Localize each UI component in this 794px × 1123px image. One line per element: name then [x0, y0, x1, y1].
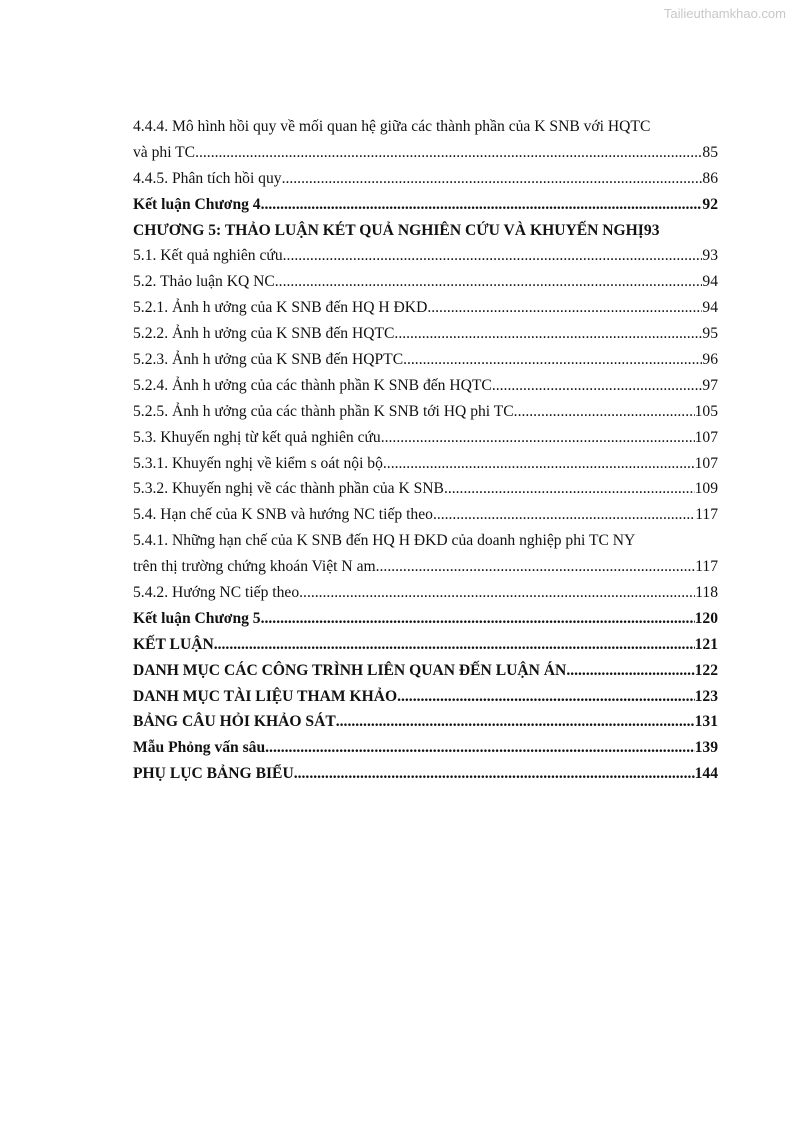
toc-entry-title: DANH MỤC TÀI LIỆU THAM KHẢO: [133, 687, 398, 705]
toc-entry-title: Kết luận Chương 5: [133, 609, 261, 627]
toc-entry-ket-luan[interactable]: [133, 632, 718, 658]
table-of-contents: [133, 114, 718, 787]
toc-page-number: 96: [702, 351, 718, 369]
dot-leader: [514, 399, 695, 425]
toc-entry-title: 5.2.4. Ảnh h ưởng của các thành phần K SNB đến HQTC: [133, 376, 492, 394]
toc-entry-4-4-5[interactable]: [133, 166, 718, 192]
toc-entry-4-4-4-line1: 4.4.4. Mô hình hồi quy về mối quan hệ giữa các thành phần của K SNB với HQTC: [133, 118, 651, 135]
toc-entry-5-2-2[interactable]: [133, 321, 718, 347]
toc-page-number: 85: [702, 143, 718, 161]
toc-entry-5-2[interactable]: [133, 269, 718, 295]
toc-entry-5-2-3[interactable]: [133, 347, 718, 373]
toc-entry-title: PHỤ LỤC BẢNG BIỂU: [133, 765, 294, 783]
toc-page-number: 117: [695, 506, 718, 524]
toc-entry-title: 5.2.3. Ảnh h ưởng của K SNB đến HQPTC: [133, 351, 404, 369]
dot-leader: [566, 658, 694, 684]
toc-page-number: 121: [694, 635, 718, 653]
toc-entry-title: 5.3.2. Khuyến nghị về các thành phần của K SNB: [133, 480, 444, 498]
dot-leader: [294, 761, 695, 787]
toc-entry-title: 5.2. Thảo luận KQ NC: [133, 273, 275, 291]
dot-leader: [394, 321, 702, 347]
toc-entry-title: BẢNG CÂU HỎI KHẢO SÁT: [133, 713, 336, 731]
toc-entry-title: trên thị trường chứng khoán Việt N am: [133, 558, 376, 576]
toc-entry-title: 5.4.2. Hướng NC tiếp theo: [133, 584, 300, 602]
toc-entry-5-2-1[interactable]: [133, 295, 718, 321]
dot-leader: [275, 269, 703, 295]
toc-page-number: 94: [702, 299, 718, 317]
dot-leader: [433, 502, 695, 528]
dot-leader: [492, 373, 703, 399]
toc-page-number: 105: [694, 402, 718, 420]
toc-page-number: 93: [702, 247, 718, 265]
dot-leader: [299, 580, 695, 606]
toc-page-number: 122: [694, 661, 718, 679]
dot-leader: [381, 425, 695, 451]
toc-entry-title: DANH MỤC CÁC CÔNG TRÌNH LIÊN QUAN ĐẾN LUẬN ÁN: [133, 661, 567, 679]
dot-leader: [403, 347, 702, 373]
dot-leader: [336, 709, 695, 735]
toc-entry-title: KẾT LUẬN: [133, 635, 214, 653]
dot-leader: [383, 451, 695, 477]
toc-page-number: 109: [694, 480, 718, 498]
toc-entry-chuong-5[interactable]: [133, 218, 718, 244]
toc-entry-4-4-4[interactable]: [133, 140, 718, 166]
toc-entry-title: Mẫu Phỏng vấn sâu: [133, 739, 266, 757]
toc-page-number: 118: [695, 584, 718, 602]
toc-entry-5-4-2[interactable]: [133, 580, 718, 606]
toc-entry-title: CHƯƠNG 5: THẢO LUẬN KÉT QUẢ NGHIÊN CỨU VÀ KHUYẾN NGHỊ: [133, 221, 644, 239]
watermark: Tailieuthamkhao.com: [663, 6, 786, 21]
toc-page-number: 92: [702, 195, 718, 213]
toc-page-number: 131: [694, 713, 718, 731]
toc-page-number: 107: [694, 454, 718, 472]
toc-entry-5-4-1-line1: 5.4.1. Những hạn chế của K SNB đến HQ H ĐKD của doanh nghiệp phi TC NY: [133, 532, 636, 550]
toc-entry-phu-luc[interactable]: [133, 761, 718, 787]
toc-entry-bang-cau-hoi[interactable]: [133, 709, 718, 735]
dot-leader: [283, 243, 703, 269]
dot-leader: [195, 140, 702, 166]
toc-page-number: 123: [694, 687, 718, 705]
toc-entry-5-1[interactable]: [133, 243, 718, 269]
toc-entry-ket-luan-chuong-5[interactable]: [133, 606, 718, 632]
toc-entry-5-3[interactable]: [133, 425, 718, 451]
dot-leader: [261, 192, 703, 218]
toc-entry-title: 5.1. Kết quả nghiên cứu: [133, 247, 283, 265]
toc-entry-title: 5.2.2. Ảnh h ưởng của K SNB đến HQTC: [133, 325, 395, 343]
dot-leader: [261, 606, 695, 632]
toc-entry-danh-muc-cong-trinh[interactable]: [133, 658, 718, 684]
toc-entry-title: Kết luận Chương 4: [133, 195, 261, 213]
dot-leader: [376, 554, 696, 580]
toc-entry-title: 5.4. Hạn chế của K SNB và hướng NC tiếp theo: [133, 506, 433, 524]
toc-entry-title: 5.2.5. Ảnh h ưởng của các thành phần K SNB tới HQ phi TC: [133, 402, 514, 420]
toc-entry-5-2-5[interactable]: [133, 399, 718, 425]
toc-entry-title: 5.3.1. Khuyến nghị về kiểm s oát nội bộ: [133, 454, 383, 472]
toc-entry-5-2-4[interactable]: [133, 373, 718, 399]
toc-entry-title: 5.3. Khuyến nghị từ kết quả nghiên cứu: [133, 428, 381, 446]
toc-entry-5-4[interactable]: [133, 502, 718, 528]
toc-page-number: 139: [694, 739, 718, 757]
toc-entry-title: 4.4.5. Phân tích hồi quy: [133, 169, 282, 187]
toc-entry-5-4-1[interactable]: [133, 554, 718, 580]
toc-page-number: 93: [643, 221, 660, 239]
toc-entry-title: và phi TC: [133, 143, 196, 161]
toc-page-number: 117: [695, 558, 718, 576]
dot-leader: [282, 166, 703, 192]
toc-page-number: 86: [702, 169, 718, 187]
toc-entry-tai-lieu-tham-khao[interactable]: [133, 684, 718, 710]
dot-leader: [214, 632, 695, 658]
toc-page-number: 97: [702, 376, 718, 394]
dot-leader: [265, 735, 694, 761]
dot-leader: [397, 684, 695, 710]
dot-leader: [427, 295, 702, 321]
toc-page-number: 95: [702, 325, 718, 343]
toc-entry-phong-van-sau[interactable]: [133, 735, 718, 761]
dot-leader: [444, 476, 695, 502]
toc-entry-ket-luan-chuong-4[interactable]: [133, 192, 718, 218]
toc-page-number: 120: [694, 609, 718, 627]
toc-page-number: 144: [694, 765, 718, 783]
toc-page-number: 107: [694, 428, 718, 446]
toc-entry-title: 5.2.1. Ảnh h ưởng của K SNB đến HQ H ĐKD: [133, 299, 428, 317]
toc-entry-5-3-1[interactable]: [133, 451, 718, 477]
toc-page-number: 94: [702, 273, 718, 291]
toc-entry-5-3-2[interactable]: [133, 476, 718, 502]
